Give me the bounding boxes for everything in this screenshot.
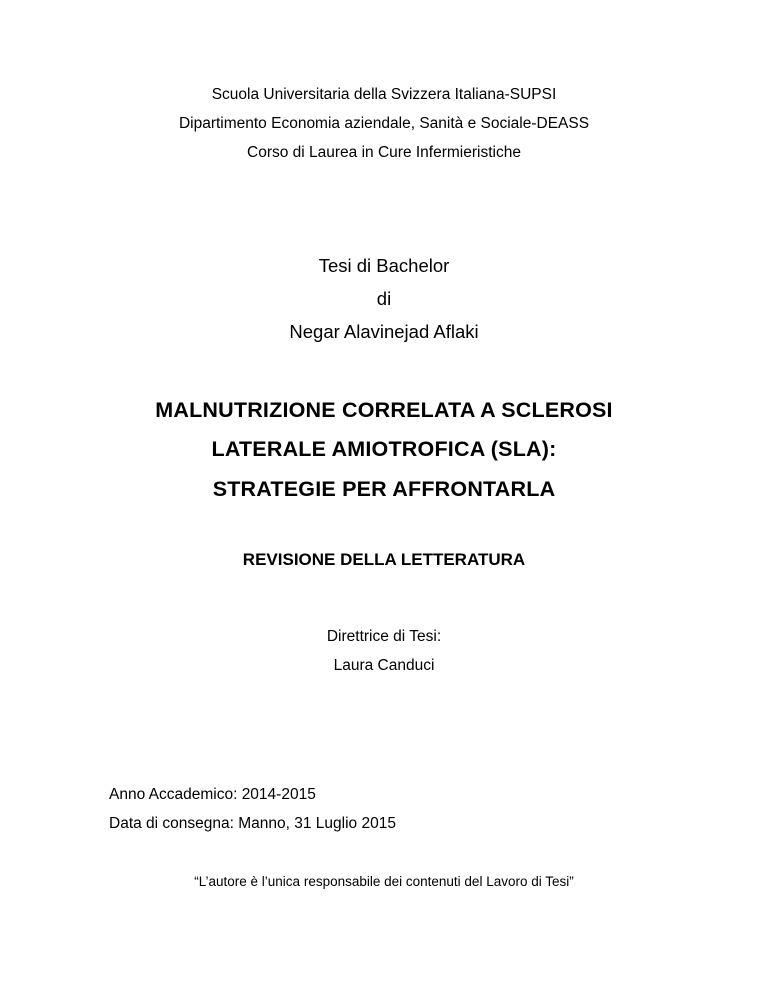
supervisor-name: Laura Canduci — [333, 657, 435, 674]
course-name: Corso di Laurea in Cure Infermieristiche — [247, 144, 521, 161]
title-line-3: STRATEGIE PER AFFRONTARLA — [212, 477, 556, 501]
department-name: Dipartimento Economia aziendale, Sanità e Sociale-DEASS — [178, 115, 590, 132]
thesis-author: Negar Alavinejad Aflaki — [289, 321, 479, 342]
academic-year: Anno Accademico: 2014-2015 — [109, 786, 316, 803]
thesis-type: Tesi di Bachelor — [318, 255, 450, 276]
supervisor-label: Direttrice di Tesi: — [326, 628, 442, 645]
school-name: Scuola Universitaria della Svizzera Italiana-SUPSI — [211, 86, 557, 103]
thesis-by: di — [376, 288, 392, 309]
disclaimer: “L’autore è l’unica responsabile dei contenuti del Lavoro di Tesi” — [194, 874, 574, 889]
subtitle: REVISIONE DELLA LETTERATURA — [242, 550, 526, 569]
title-line-2: LATERALE AMIOTROFICA (SLA): — [211, 437, 557, 461]
submission-date: Data di consegna: Manno, 31 Luglio 2015 — [109, 815, 396, 832]
title-line-1: MALNUTRIZIONE CORRELATA A SCLEROSI — [155, 398, 613, 422]
